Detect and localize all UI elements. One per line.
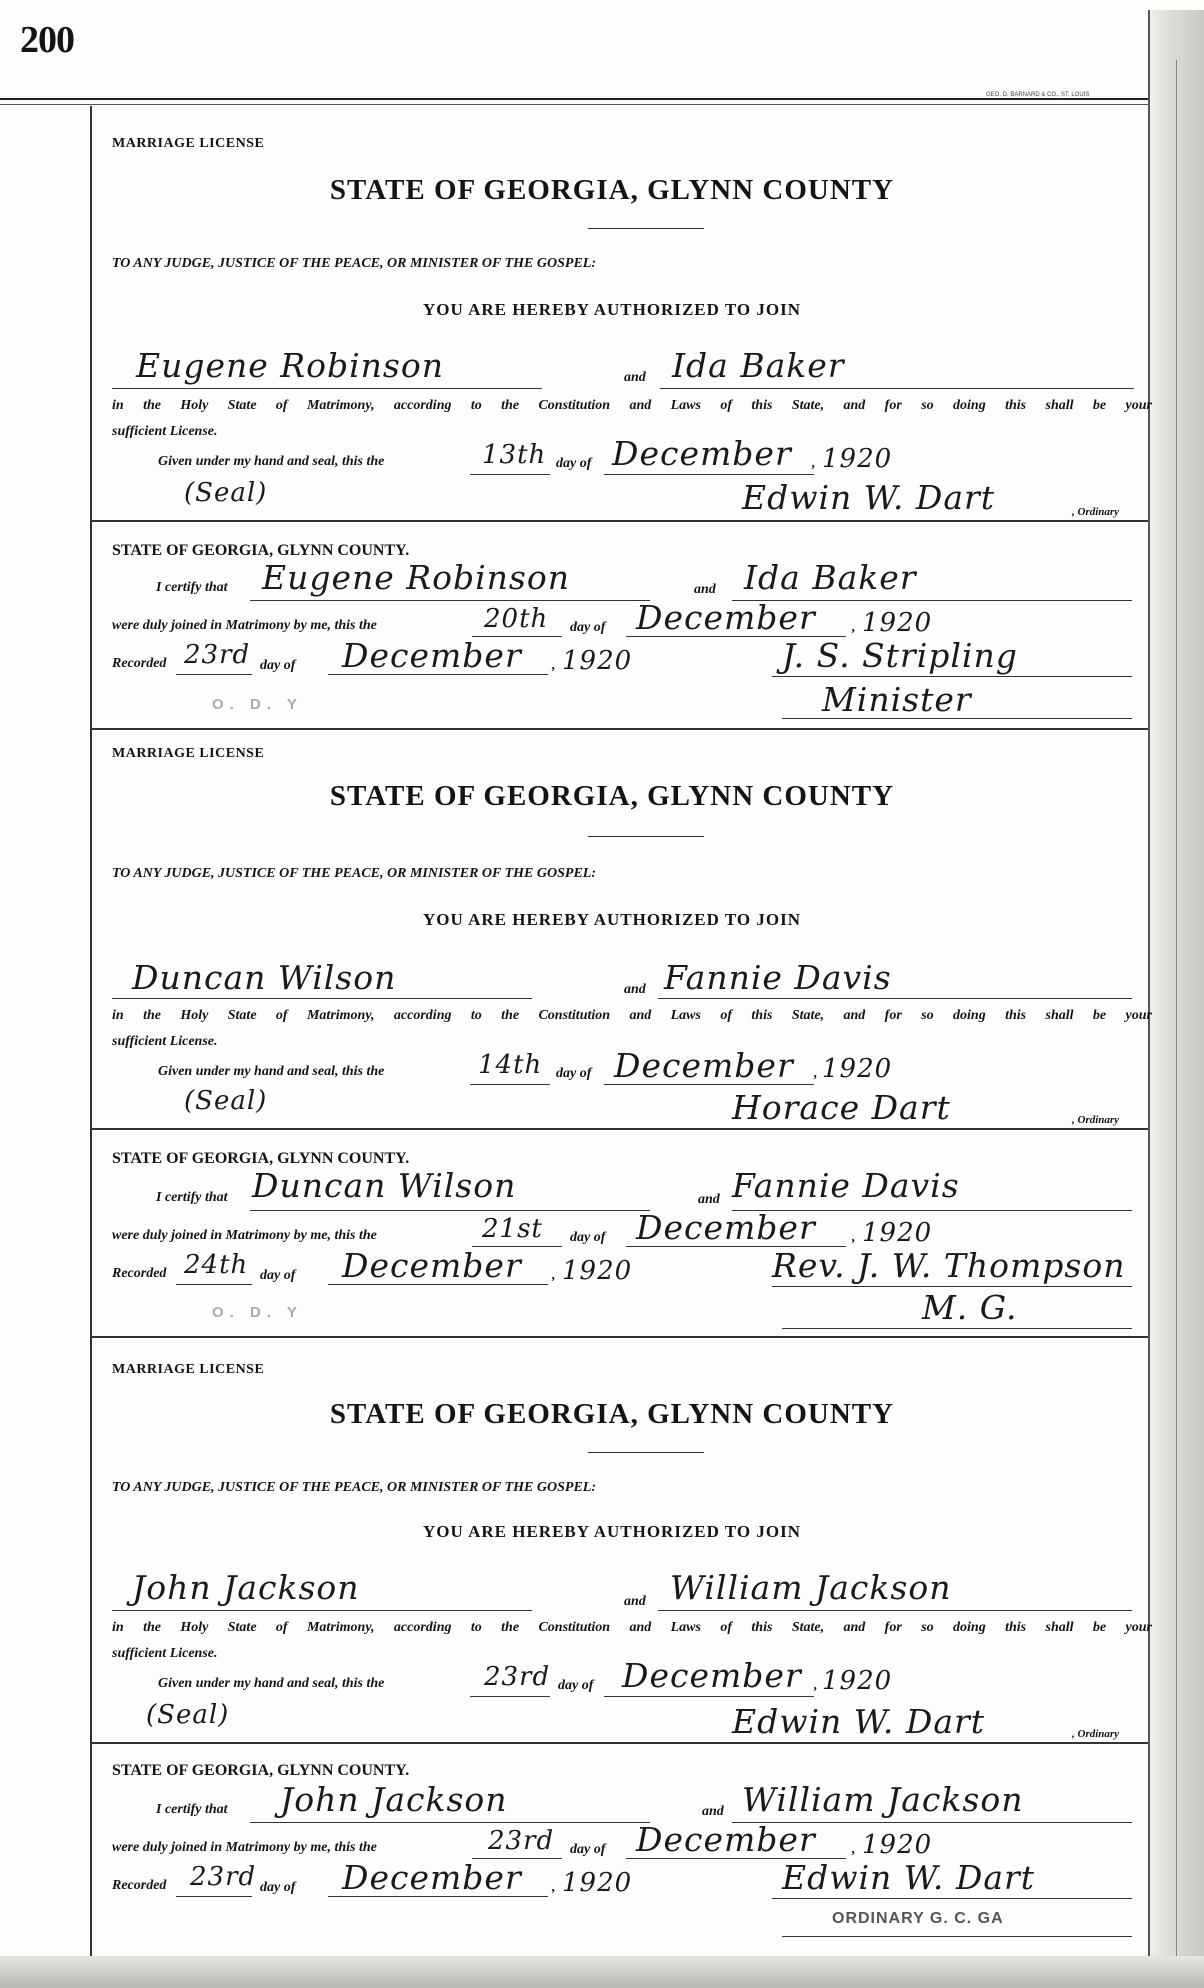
recorded-month: December <box>342 1246 522 1285</box>
recorded-label: Recorded <box>112 656 167 671</box>
recorded-year-comma: , <box>552 658 556 673</box>
license-state-title: STATE OF GEORGIA, GLYNN COUNTY <box>329 174 895 206</box>
recorded-year-comma: , <box>552 1880 556 1895</box>
given-under-text: Given under my hand and seal, this the <box>158 454 385 469</box>
license-year: 1920 <box>822 1054 893 1084</box>
joined-text: were duly joined in Matrimony by me, this the <box>112 618 377 633</box>
day-of-text: day of <box>556 456 592 471</box>
joined-year: 1920 <box>862 1830 933 1860</box>
license-day: 13th <box>482 440 547 470</box>
and-label: and <box>624 370 646 385</box>
matrimony-text: in the Holy State of Matrimony, according to the Constitution and Laws of this State, and for so doing this shall be your <box>112 398 1152 413</box>
officiant-title: Minister <box>822 680 972 719</box>
license-state-title: STATE OF GEORGIA, GLYNN COUNTY <box>329 1398 895 1430</box>
joined-year: 1920 <box>862 1218 933 1248</box>
recorded-month: December <box>342 1858 522 1897</box>
ordinary-signature: Edwin W. Dart <box>742 478 996 517</box>
license-label: MARRIAGE LICENSE <box>112 746 265 761</box>
recorded-year: 1920 <box>562 646 633 676</box>
marriage-record-1 <box>92 106 1152 734</box>
recorded-month-line <box>328 1896 548 1897</box>
cert-and-label: and <box>698 1192 720 1207</box>
right-border-rule-inner <box>1176 60 1177 1988</box>
recording-stamp: O. D. Y <box>212 696 303 713</box>
officiant-line <box>772 1898 1132 1899</box>
license-month: December <box>622 1656 802 1695</box>
recorded-day-of: day of <box>260 658 296 673</box>
joined-year-comma: , <box>852 1230 856 1245</box>
and-label: and <box>624 1594 646 1609</box>
officiant-signature: J. S. Stripling <box>782 636 1018 675</box>
cert-groom-line <box>250 1822 650 1823</box>
groom-line <box>112 998 532 999</box>
license-month-line <box>604 1696 814 1697</box>
officiant-title: M. G. <box>922 1288 1018 1327</box>
seal-mark: (Seal) <box>146 1700 230 1730</box>
title-rule <box>588 836 704 837</box>
groom-line <box>112 1610 532 1611</box>
cert-bride-name: Ida Baker <box>744 558 917 597</box>
certify-text: I certify that <box>156 1802 228 1817</box>
license-month-line <box>604 474 814 475</box>
seal-mark: (Seal) <box>184 478 268 508</box>
day-of-text: day of <box>556 1066 592 1081</box>
officiant-line <box>772 676 1132 677</box>
bride-name: Ida Baker <box>672 346 845 385</box>
joined-day-of: day of <box>570 1230 606 1245</box>
groom-name: Eugene Robinson <box>136 346 444 385</box>
joined-year: 1920 <box>862 608 933 638</box>
license-month: December <box>614 1046 794 1085</box>
sufficient-license-text: sufficient License. <box>112 1034 218 1049</box>
license-month-line <box>604 1084 814 1085</box>
joined-text: were duly joined in Matrimony by me, this the <box>112 1840 377 1855</box>
cert-groom-name: John Jackson <box>280 1780 508 1819</box>
cert-and-label: and <box>694 582 716 597</box>
recorded-day-line <box>176 1284 252 1285</box>
license-year-comma: , <box>814 1678 818 1693</box>
officiant-title-line <box>782 1936 1132 1937</box>
license-day: 23rd <box>484 1662 551 1692</box>
recorded-day: 23rd <box>184 640 251 670</box>
recorded-label: Recorded <box>112 1878 167 1893</box>
license-year: 1920 <box>822 1666 893 1696</box>
recorded-label: Recorded <box>112 1266 167 1281</box>
recorded-day: 23rd <box>190 1862 257 1892</box>
page-number: 200 <box>20 19 74 61</box>
recorded-year: 1920 <box>562 1256 633 1286</box>
cert-groom-line <box>250 1210 650 1211</box>
bride-line <box>658 998 1132 999</box>
to-any-judge-line: TO ANY JUDGE, JUSTICE OF THE PEACE, OR MINISTER OF THE GOSPEL: <box>112 866 596 881</box>
license-year-comma: , <box>812 456 816 471</box>
bride-line <box>660 388 1134 389</box>
to-any-judge-line: TO ANY JUDGE, JUSTICE OF THE PEACE, OR MINISTER OF THE GOSPEL: <box>112 1480 596 1495</box>
officiant-signature: Rev. J. W. Thompson <box>772 1246 1126 1285</box>
recorded-month: December <box>342 636 522 675</box>
bride-line <box>658 1610 1132 1611</box>
certify-text: I certify that <box>156 1190 228 1205</box>
recorded-day: 24th <box>184 1250 249 1280</box>
joined-day: 21st <box>482 1214 543 1244</box>
groom-line <box>112 388 542 389</box>
matrimony-text: in the Holy State of Matrimony, according to the Constitution and Laws of this State, and for so doing this shall be your <box>112 1008 1152 1023</box>
joined-month: December <box>636 598 816 637</box>
cert-bride-name: Fannie Davis <box>732 1166 960 1205</box>
license-day-line <box>470 1084 550 1085</box>
certify-text: I certify that <box>156 580 228 595</box>
recorded-month-line <box>328 1284 548 1285</box>
ordinary-label: , Ordinary <box>1072 1728 1120 1740</box>
authorized-line: YOU ARE HEREBY AUTHORIZED TO JOIN <box>423 910 801 929</box>
joined-month: December <box>636 1820 816 1859</box>
officiant-title-line <box>782 1328 1132 1329</box>
cert-groom-name: Eugene Robinson <box>262 558 570 597</box>
groom-name: John Jackson <box>132 1568 360 1607</box>
to-any-judge-line: TO ANY JUDGE, JUSTICE OF THE PEACE, OR MINISTER OF THE GOSPEL: <box>112 256 596 271</box>
certificate-title: STATE OF GEORGIA, GLYNN COUNTY. <box>112 542 410 559</box>
license-state-title: STATE OF GEORGIA, GLYNN COUNTY <box>329 780 895 812</box>
joined-year-comma: , <box>852 620 856 635</box>
certificate-title: STATE OF GEORGIA, GLYNN COUNTY. <box>112 1150 410 1167</box>
bride-name: Fannie Davis <box>664 958 892 997</box>
license-year-comma: , <box>814 1066 818 1081</box>
marriage-record-3 <box>92 1330 1152 1950</box>
officiant-line <box>772 1286 1132 1287</box>
license-day: 14th <box>478 1050 543 1080</box>
matrimony-text: in the Holy State of Matrimony, according to the Constitution and Laws of this State, and for so doing this shall be your <box>112 1620 1152 1635</box>
joined-day-of: day of <box>570 620 606 635</box>
sufficient-license-text: sufficient License. <box>112 424 218 439</box>
ordinary-signature: Edwin W. Dart <box>732 1702 986 1741</box>
printer-mark: GEO. D. BARNARD & CO., ST. LOUIS <box>986 92 1090 98</box>
top-rule-thin <box>0 104 1148 105</box>
joined-day-of: day of <box>570 1842 606 1857</box>
ordinary-label: , Ordinary <box>1072 1114 1120 1126</box>
sufficient-license-text: sufficient License. <box>112 1646 218 1661</box>
joined-year-comma: , <box>852 1842 856 1857</box>
recording-stamp: O. D. Y <box>212 1304 303 1321</box>
license-month: December <box>612 434 792 473</box>
ordinary-stamp: ORDINARY G. C. GA <box>832 1910 1004 1927</box>
recorded-day-line <box>176 1896 252 1897</box>
authorized-line: YOU ARE HEREBY AUTHORIZED TO JOIN <box>423 300 801 319</box>
officiant-signature: Edwin W. Dart <box>782 1858 1036 1897</box>
joined-text: were duly joined in Matrimony by me, this the <box>112 1228 377 1243</box>
day-of-text: day of <box>558 1678 594 1693</box>
recorded-year: 1920 <box>562 1868 633 1898</box>
title-rule <box>588 228 704 229</box>
bride-name: William Jackson <box>670 1568 952 1607</box>
cert-groom-name: Duncan Wilson <box>252 1166 517 1205</box>
given-under-text: Given under my hand and seal, this the <box>158 1064 385 1079</box>
license-day-line <box>470 474 550 475</box>
ordinary-signature: Horace Dart <box>732 1088 951 1127</box>
license-year: 1920 <box>822 444 893 474</box>
title-rule <box>588 1452 704 1453</box>
right-border-rule <box>1148 10 1150 1988</box>
license-certificate-divider <box>92 1742 1148 1744</box>
license-certificate-divider <box>92 520 1148 522</box>
seal-mark: (Seal) <box>184 1086 268 1116</box>
cert-and-label: and <box>702 1804 724 1819</box>
marriage-record-2 <box>92 716 1152 1336</box>
page-bottom-edge <box>0 1956 1204 1988</box>
and-label: and <box>624 982 646 997</box>
joined-day: 20th <box>484 604 549 634</box>
given-under-text: Given under my hand and seal, this the <box>158 1676 385 1691</box>
recorded-day-of: day of <box>260 1880 296 1895</box>
license-label: MARRIAGE LICENSE <box>112 1362 265 1377</box>
recorded-year-comma: , <box>552 1268 556 1283</box>
license-day-line <box>470 1696 550 1697</box>
license-label: MARRIAGE LICENSE <box>112 136 265 151</box>
authorized-line: YOU ARE HEREBY AUTHORIZED TO JOIN <box>423 1522 801 1541</box>
ordinary-label: , Ordinary <box>1072 506 1120 518</box>
certificate-title: STATE OF GEORGIA, GLYNN COUNTY. <box>112 1762 410 1779</box>
cert-bride-name: William Jackson <box>742 1780 1024 1819</box>
license-certificate-divider <box>92 1128 1148 1130</box>
recorded-day-of: day of <box>260 1268 296 1283</box>
recorded-day-line <box>176 674 252 675</box>
joined-month: December <box>636 1208 816 1247</box>
cert-groom-line <box>250 600 650 601</box>
top-rule <box>0 98 1148 100</box>
joined-day: 23rd <box>488 1826 555 1856</box>
groom-name: Duncan Wilson <box>132 958 397 997</box>
recorded-month-line <box>328 674 548 675</box>
